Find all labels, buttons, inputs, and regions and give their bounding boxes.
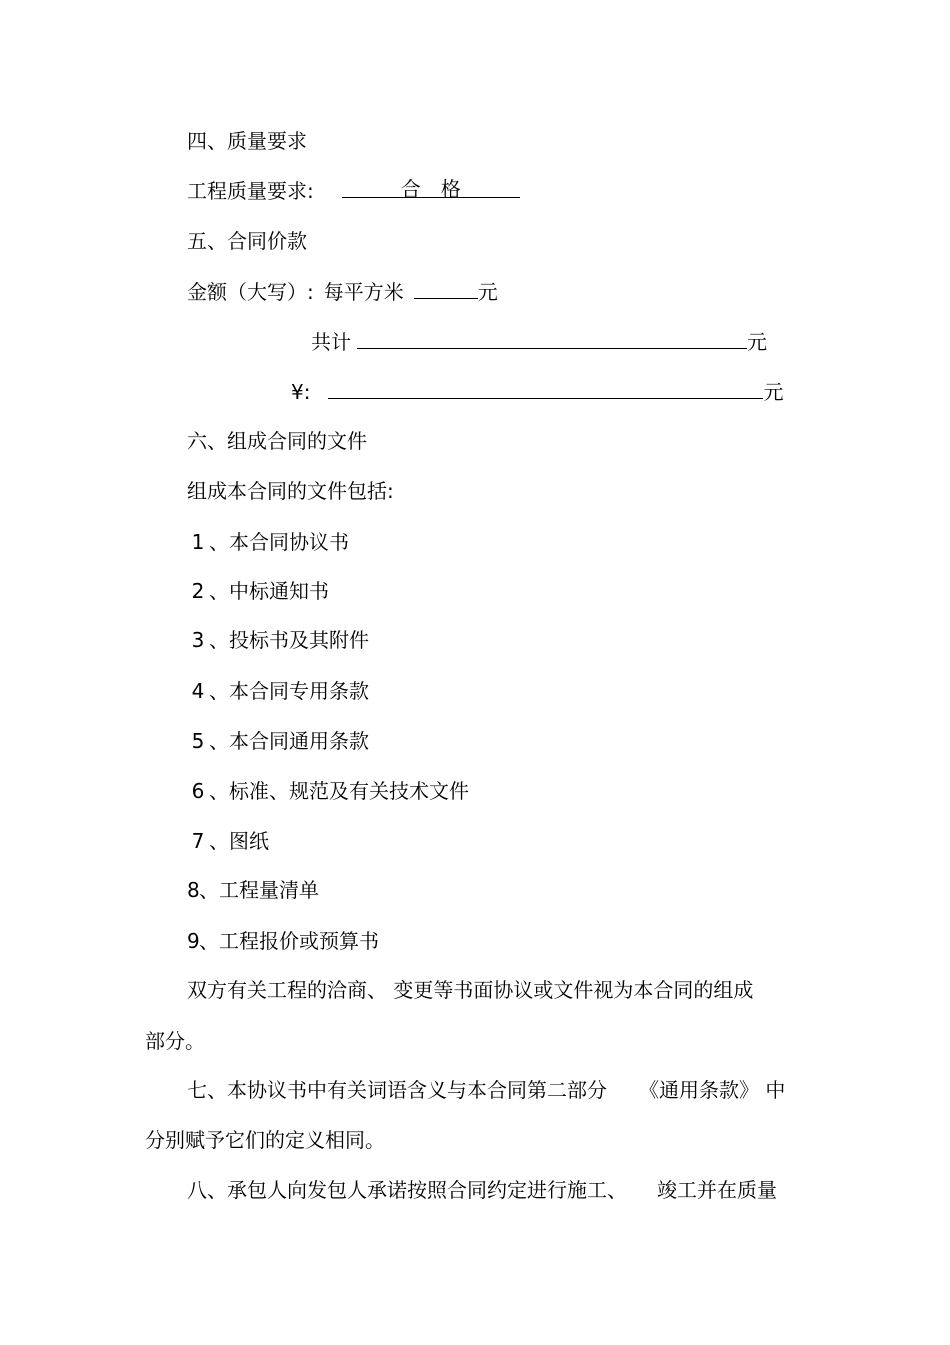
quality-value: 合 格 [400, 177, 461, 201]
per-sqm-blank [414, 278, 478, 299]
section-7-line-1 [187, 1076, 785, 1104]
quality-label: 工程质量要求: [187, 179, 314, 203]
section-6-heading: 六、组成合同的文件 [187, 429, 367, 453]
total-label: 共计 [311, 330, 351, 354]
list-item: 4 、本合同专用条款 [191, 679, 369, 703]
amount-label: 金额（大写）: [187, 280, 314, 304]
quality-value-field [342, 177, 520, 201]
per-sqm-unit: 元 [477, 280, 498, 304]
per-sqm-label: 每平方米 [323, 280, 404, 304]
list-item: 1 、本合同协议书 [191, 530, 349, 554]
section-8-line-1-a: 八、承包人向发包人承诺按照合同约定进行施工、 [187, 1178, 627, 1202]
section-7-line-1-b: 《通用条款》 中 [639, 1078, 786, 1102]
list-item: 3 、投标书及其附件 [191, 628, 369, 652]
section-5-heading: 五、合同价款 [187, 229, 307, 253]
section-6-intro: 组成本合同的文件包括: [187, 479, 394, 503]
section-7-line-1-a: 七、本协议书中有关词语含义与本合同第二部分 [187, 1078, 607, 1102]
yen-line [291, 378, 783, 406]
section-8-line-1 [187, 1176, 777, 1204]
quality-requirement-line [187, 177, 520, 205]
amount-line [187, 278, 498, 306]
total-unit: 元 [747, 330, 767, 354]
total-blank [357, 328, 747, 349]
list-item: 6 、标准、规范及有关技术文件 [191, 779, 469, 803]
yen-label: ¥: [291, 380, 311, 404]
list-item: 5 、本合同通用条款 [191, 729, 369, 753]
total-line [311, 328, 767, 356]
section-4-heading: 四、质量要求 [187, 129, 307, 153]
section-6-closing-line-1: 双方有关工程的洽商、 变更等书面协议或文件视为本合同的组成 [187, 978, 754, 1002]
section-8-line-1-b: 竣工并在质量 [657, 1178, 777, 1202]
yen-unit: 元 [763, 380, 784, 404]
list-item: 2 、中标通知书 [191, 579, 329, 603]
list-item: 7 、图纸 [191, 829, 269, 853]
section-6-closing-line-2: 部分。 [145, 1029, 205, 1053]
list-item: 9、工程报价或预算书 [187, 929, 379, 953]
yen-blank [328, 378, 763, 399]
section-7-line-2: 分别赋予它们的定义相同。 [145, 1128, 385, 1152]
list-item: 8、工程量清单 [187, 878, 319, 902]
